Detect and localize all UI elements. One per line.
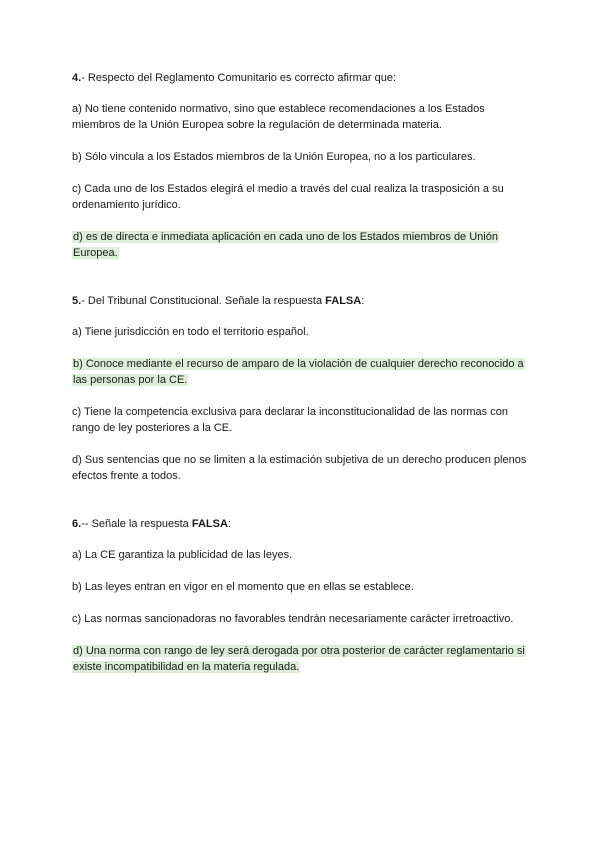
question-text: - Respecto del Reglamento Comunitario es correcto afirmar que:: [81, 72, 397, 84]
answer-option: [72, 181, 532, 213]
answer-text: c) Tiene la competencia exclusiva para declarar la inconstitucionalidad de las normas con rango de ley posteriores a la CE.: [72, 406, 508, 434]
question-number: 5.: [72, 295, 82, 307]
answer-text: b) Sólo vincula a los Estados miembros de la Unión Europea, no a los particulares.: [72, 151, 476, 163]
answer-option: [72, 101, 532, 133]
question-text: -- Señale la respuesta: [81, 518, 192, 530]
question-text: - Del Tribunal Constitucional. Señale la respuesta: [81, 295, 326, 307]
highlighted-answer-text: d) es de directa e inmediata aplicación en cada uno de los Estados miembros de Unión Europea.: [73, 231, 498, 259]
question-tail: :: [227, 518, 231, 530]
answer-option-correct: [72, 356, 532, 388]
question-block-4: [72, 70, 532, 261]
answer-text: b) Las leyes entran en vigor en el momento que en ellas se establece.: [72, 581, 414, 593]
answer-option-correct: [72, 643, 532, 675]
question-6: [72, 516, 532, 532]
question-number: 6.: [72, 518, 82, 530]
answer-option: [72, 404, 532, 436]
answer-option-correct: [72, 229, 532, 261]
question-4: [72, 70, 532, 86]
answer-option: [72, 611, 532, 627]
answer-text: c) Cada uno de los Estados elegirá el medio a través del cual realiza la trasposición a su ordenamiento jurídico.: [72, 183, 504, 211]
answer-text: a) Tiene jurisdicción en todo el territorio español.: [72, 326, 309, 338]
answer-option: [72, 452, 532, 484]
answer-text: d) Sus sentencias que no se limiten a la estimación subjetiva de un derecho producen plenos efectos frente a todos.: [72, 454, 527, 482]
highlighted-answer-text: b) Conoce mediante el recurso de amparo de la violación de cualquier derecho reconocido a las personas por la CE.: [73, 358, 524, 386]
answer-option: [72, 547, 532, 563]
question-5: [72, 293, 532, 309]
question-block-5: [72, 293, 532, 484]
spacer: [72, 500, 532, 516]
answer-option: [72, 324, 532, 340]
answer-text: a) La CE garantiza la publicidad de las leyes.: [72, 549, 293, 561]
answer-text: a) No tiene contenido normativo, sino que establece recomendaciones a los Estados miembros de la Unión Europea sobre la regulación de determinada materia.: [72, 103, 485, 131]
spacer: [72, 277, 532, 293]
answer-text: c) Las normas sancionadoras no favorables tendrán necesariamente carácter irretroactivo.: [72, 613, 514, 625]
question-emphasis: FALSA: [325, 295, 362, 307]
question-number: 4.: [72, 72, 82, 84]
highlighted-answer-text: d) Una norma con rango de ley será derogada por otra posterior de carácter reglamentario si existe incompatibilidad en la materia regulada.: [73, 645, 525, 673]
answer-option: [72, 149, 532, 165]
document-content: [72, 70, 532, 691]
question-block-6: [72, 516, 532, 675]
question-emphasis: FALSA: [191, 518, 228, 530]
question-tail: :: [361, 295, 365, 307]
answer-option: [72, 579, 532, 595]
